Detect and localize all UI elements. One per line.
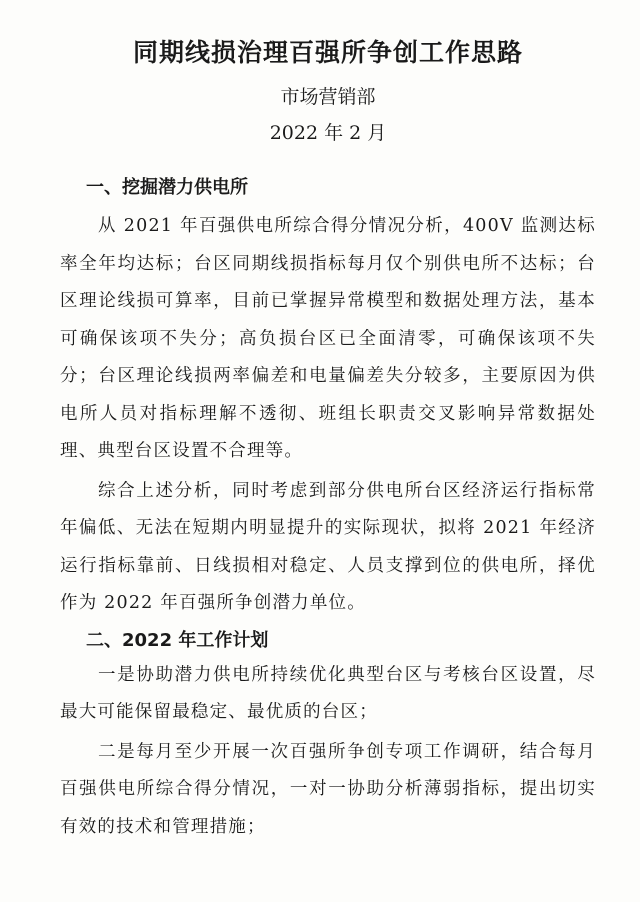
- section-1: [60, 174, 596, 623]
- body-paragraph: 一是协助潜力供电所持续优化典型台区与考核台区设置，尽最大可能保留最稳定、最优质的台区；: [60, 664, 596, 722]
- section-heading: 一、挖掘潜力供电所: [86, 177, 248, 198]
- date-line: 2022 年 2 月: [269, 122, 387, 144]
- body-paragraph: 综合上述分析，同时考虑到部分供电所台区经济运行指标常年偏低、无法在短期内明显提升的实际现状，拟将 2021 年经济运行指标靠前、日线损相对稳定、人员支撑到位的供电所，择优作为 2022 年百强所争创潜力单位。: [60, 480, 596, 613]
- section-2: [60, 627, 596, 847]
- body-paragraph: 二是每月至少开展一次百强所争创专项工作调研，结合每月百强供电所综合得分情况，一对一协助分析薄弱指标，提出切实有效的技术和管理措施；: [60, 741, 596, 837]
- body-paragraph: 从 2021 年百强供电所综合得分情况分析，400V 监测达标率全年均达标；台区同期线损指标每月仅个别供电所不达标；台区理论线损可算率，目前已掌握异常模型和数据处理方法，基本可确保该项不失分；高负损台区已全面清零，可确保该项不失分；台区理论线损两率偏差和电量偏差失分较多，主要原因为供电所人员对指标理解不透彻、班组长职责交叉影响异常数据处理、典型台区设置不合理等。: [60, 216, 596, 461]
- section-heading: 二、2022 年工作计划: [86, 629, 269, 651]
- document-title: 同期线损治理百强所争创工作思路: [132, 38, 523, 67]
- department-line: 市场营销部: [280, 86, 376, 108]
